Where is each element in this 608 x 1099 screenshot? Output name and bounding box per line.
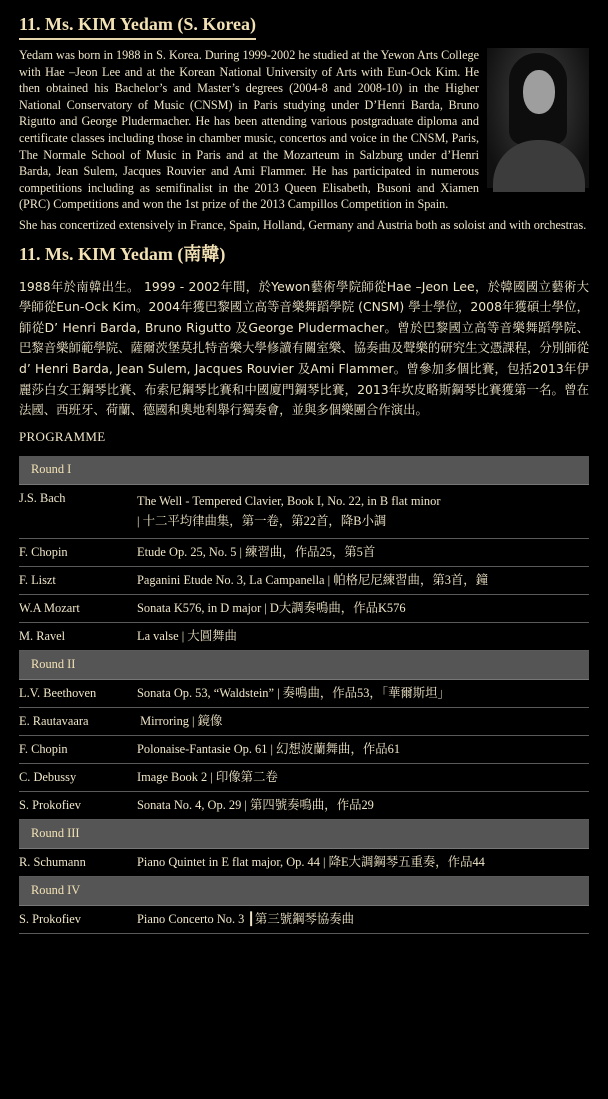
composer: F. Chopin: [19, 735, 137, 763]
work: Mirroring | 鏡像: [137, 707, 589, 735]
portrait-photo: [487, 48, 589, 188]
work: Paganini Etude No. 3, La Campanella | 帕格尼尼練習曲，第3首，鐘: [137, 566, 589, 594]
programme-row: [19, 566, 589, 594]
work: Piano Quintet in E flat major, Op. 44 | 降E大調鋼琴五重奏，作品44: [137, 848, 589, 876]
programme-row: [19, 594, 589, 622]
heading-zh: 11. Ms. KIM Yedam (南韓): [19, 243, 226, 264]
round-header: [19, 819, 589, 848]
programme-row: [19, 905, 589, 933]
round-label: Round I: [19, 456, 589, 485]
work: The Well - Tempered Clavier, Book I, No. 22, in B flat minor: [137, 493, 441, 508]
composer: F. Chopin: [19, 538, 137, 566]
programme-row: [19, 622, 589, 650]
programme-row: [19, 484, 589, 538]
programme-row: [19, 763, 589, 791]
composer: F. Liszt: [19, 566, 137, 594]
programme-row: [19, 791, 589, 819]
profile-page: [19, 14, 589, 934]
bio-english: [19, 47, 589, 213]
composer: C. Debussy: [19, 763, 137, 791]
round-label: Round III: [19, 819, 589, 848]
composer: W.A Mozart: [19, 594, 137, 622]
composer: S. Prokofiev: [19, 791, 137, 819]
programme-row: [19, 735, 589, 763]
work: Sonata K576, in D major | D大調奏鳴曲，作品K576: [137, 594, 589, 622]
work-chinese: | 十二平均律曲集，第一卷，第22首，降B小調: [137, 513, 387, 528]
work-cell: [137, 484, 589, 538]
heading-en: 11. Ms. KIM Yedam (S. Korea): [19, 14, 256, 40]
composer: R. Schumann: [19, 848, 137, 876]
composer: E. Rautavaara: [19, 707, 137, 735]
composer: J.S. Bach: [19, 484, 137, 538]
work: Polonaise-Fantasie Op. 61 | 幻想波蘭舞曲，作品61: [137, 735, 589, 763]
work: Piano Concerto No. 3 ┃第三號鋼琴協奏曲: [137, 905, 589, 933]
round-header: [19, 876, 589, 905]
work: Sonata No. 4, Op. 29 | 第四號奏鳴曲，作品29: [137, 791, 589, 819]
round-label: Round IV: [19, 876, 589, 905]
programme-row: [19, 707, 589, 735]
work: Etude Op. 25, No. 5 | 練習曲，作品25，第5首: [137, 538, 589, 566]
programme-table: [19, 456, 589, 934]
programme-row: [19, 848, 589, 876]
round-label: Round II: [19, 650, 589, 679]
bio-chinese: 1988年於南韓出生。 1999 - 2002年間，於Yewon藝術學院師從Hae –Jeon Lee，於韓國國立藝術大學師從Eun-Ock Kim。2004年獲巴黎國立高等音樂舞蹈學院 (CNSM) 學士學位，2008年獲碩士學位，師從D’ Henri Barda, Bruno Rigutto 及George Pludermacher。曾於巴黎國立高等音樂舞蹈學院、巴黎音樂師範學院、薩爾茨堡莫扎特音樂大學修讀有關室樂、協奏曲及聲樂的研究生文憑課程，分別師從d’ Henri Barda, Jean Sulem, Jacques Rouvier 及Ami Flammer。曾參加多個比賽，包括2013年伊麗莎白女王鋼琴比賽、布索尼鋼琴比賽和中國廈門鋼琴比賽，2013年坎皮略斯鋼琴比賽獲第一名。曾在法國、西班牙、荷蘭、德國和奧地利舉行獨奏會，並與多個樂團合作演出。: [19, 278, 589, 418]
composer: L.V. Beethoven: [19, 679, 137, 707]
round-header: [19, 456, 589, 485]
work: Image Book 2 | 印像第二卷: [137, 763, 589, 791]
programme-title: PROGRAMME: [19, 428, 106, 444]
round-header: [19, 650, 589, 679]
work: Sonata Op. 53, “Waldstein” | 奏鳴曲，作品53，「華爾斯坦」: [137, 679, 589, 707]
programme-row: [19, 538, 589, 566]
composer: M. Ravel: [19, 622, 137, 650]
bio-english-paragraph-2: She has concertized extensively in France, Spain, Holland, Germany and Austria both as soloist and with orchestras.: [19, 217, 587, 232]
composer: S. Prokofiev: [19, 905, 137, 933]
bio-english-paragraph-1: Yedam was born in 1988 in S. Korea. During 1999-2002 he studied at the Yewon Arts College with Hae –Jeon Lee and at the Korean National University of Arts with Eun-Ock Kim. He then obtained his Bachelor’s and Master’s degrees (2004-8 and 2008-10) in the Higher National Conservatory of Music (CNSM) in Paris studying under D’Henri Barda, Bruno Rigutto and George Pludermacher. He has been attending various postgraduate diploma and certificate classes including those in chamber music, concertos and voice in the CNSM, Paris, The Normale School of Music in Paris and at the Mozarteum in Salzburg under d’Henri Barda, Jean Sulem, Jacques Rouvier and Ami Flammer. He has participated in numerous competitions including as semifinalist in the 2013 Queen Elisabeth, Busoni and Xiamen (PRC) Competitions and won the 1st prize of the 2013 Campillos Competition in Spain.: [19, 48, 479, 212]
work: La valse | 大圓舞曲: [137, 622, 589, 650]
programme-row: [19, 679, 589, 707]
